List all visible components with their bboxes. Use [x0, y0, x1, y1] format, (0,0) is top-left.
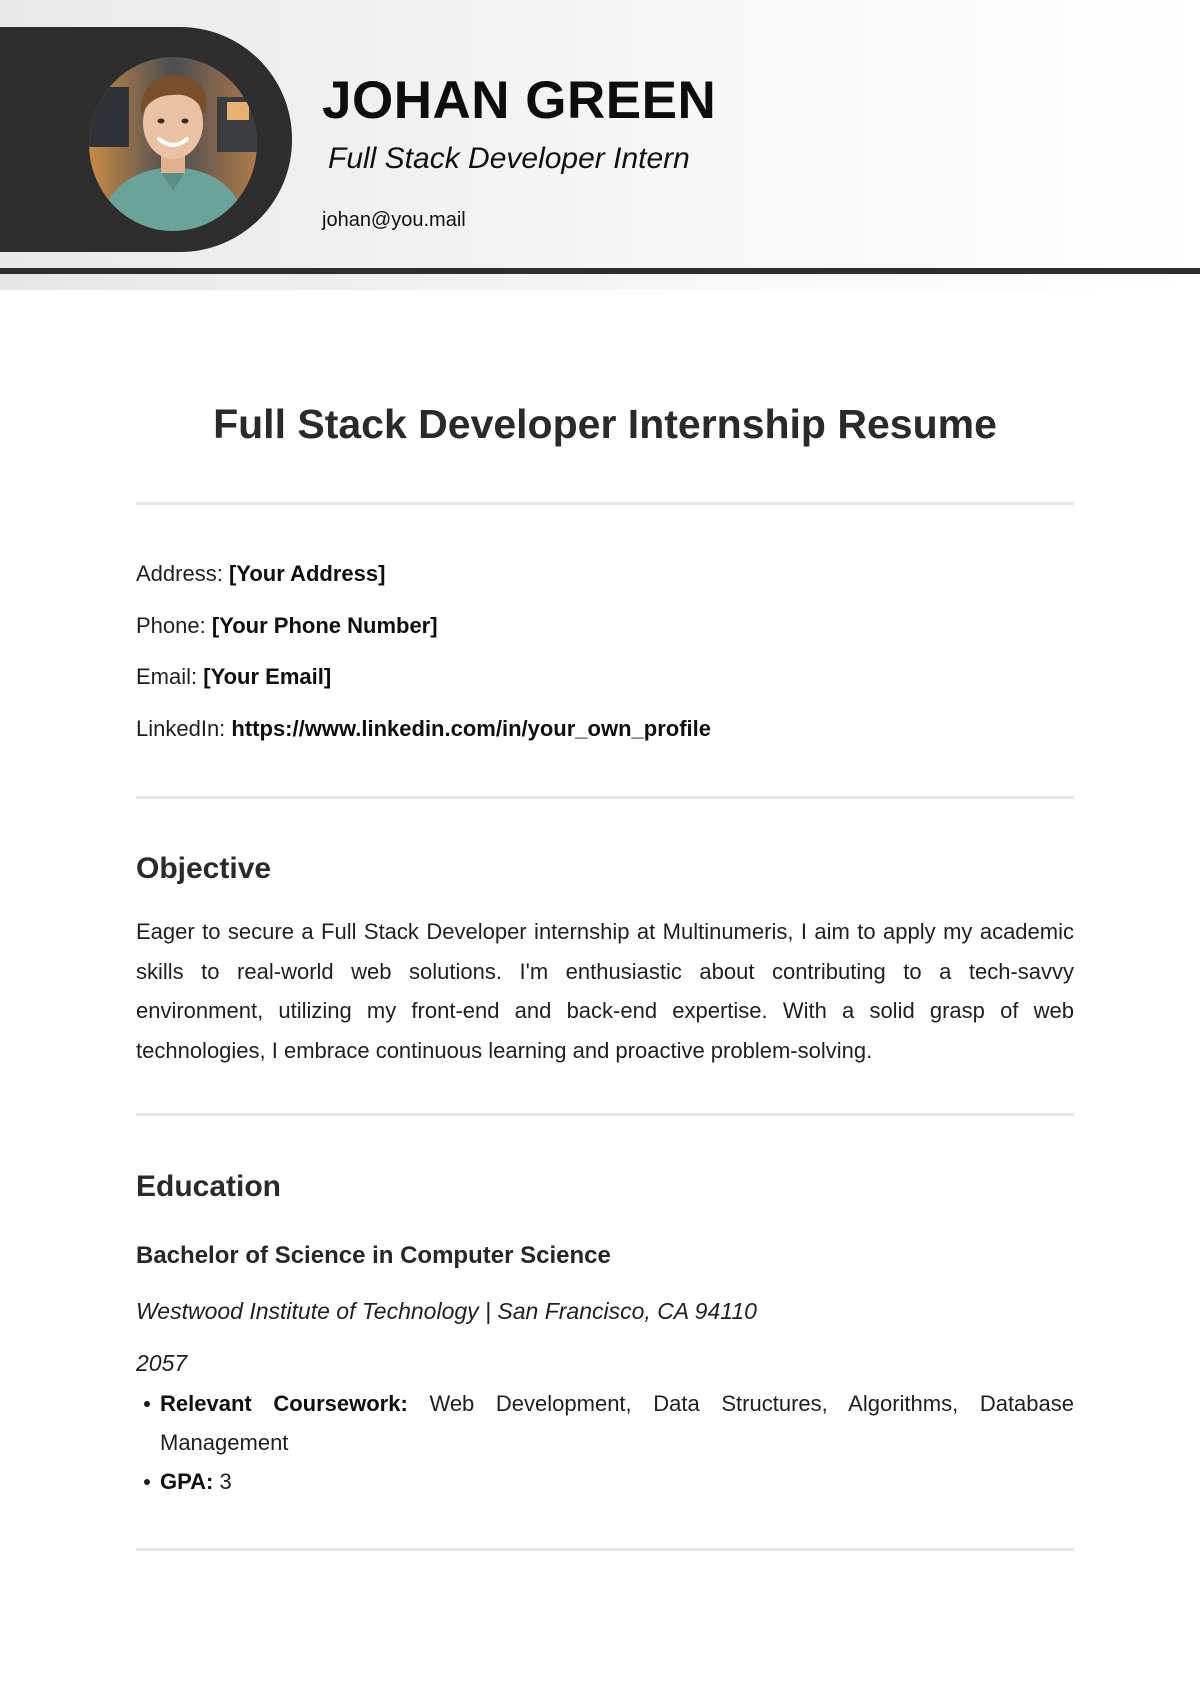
graduation-year: 2057 — [136, 1350, 188, 1376]
contact-address — [136, 561, 385, 587]
contact-phone — [136, 613, 438, 639]
divider — [136, 502, 1074, 505]
phone-label: Phone: — [136, 613, 206, 638]
address-label: Address: — [136, 561, 223, 586]
education-heading: Education — [136, 1170, 282, 1203]
degree-title: Bachelor of Science in Computer Science — [136, 1242, 611, 1269]
candidate-name: JOHAN GREEN — [322, 71, 717, 130]
contact-linkedin — [136, 716, 711, 742]
list-item — [136, 1462, 1074, 1501]
address-value: [Your Address] — [228, 561, 386, 586]
phone-value: [Your Phone Number] — [211, 613, 438, 638]
list-item — [136, 1384, 1074, 1462]
linkedin-link[interactable]: https://www.linkedin.com/in/your_own_profile — [231, 716, 711, 741]
linkedin-label: LinkedIn: — [136, 716, 226, 741]
email-value: [Your Email] — [203, 664, 332, 689]
gpa-value: 3 — [219, 1469, 232, 1494]
job-title: Full Stack Developer Intern — [328, 142, 690, 175]
profile-photo — [89, 57, 257, 231]
school-name: Westwood Institute of Technology | San Francisco, CA 94110 — [136, 1298, 757, 1324]
contact-email — [136, 664, 331, 690]
header-shadow — [0, 274, 1200, 290]
gpa-label: GPA: — [160, 1469, 214, 1494]
document-title: Full Stack Developer Internship Resume — [213, 401, 997, 447]
objective-text: Eager to secure a Full Stack Developer internship at Multinumeris, I aim to apply my academic skills to real-world web solutions. I'm enthusiastic about contributing to a tech-savvy environment, utilizing my front-end and back-end expertise. With a solid grasp of web technologies, I embrace continuous learning and proactive problem-solving. — [136, 919, 1074, 1063]
coursework-label: Relevant Coursework: — [160, 1391, 408, 1416]
objective-heading: Objective — [136, 852, 272, 885]
header-email[interactable]: johan@you.mail — [322, 209, 466, 231]
email-label: Email: — [136, 664, 198, 689]
divider — [136, 1113, 1074, 1116]
education-details — [136, 1384, 1074, 1501]
divider — [136, 1548, 1074, 1551]
coursework-value: Web Development, Data Structures, Algorithms, Database Management — [160, 1391, 1074, 1455]
divider — [136, 796, 1074, 799]
